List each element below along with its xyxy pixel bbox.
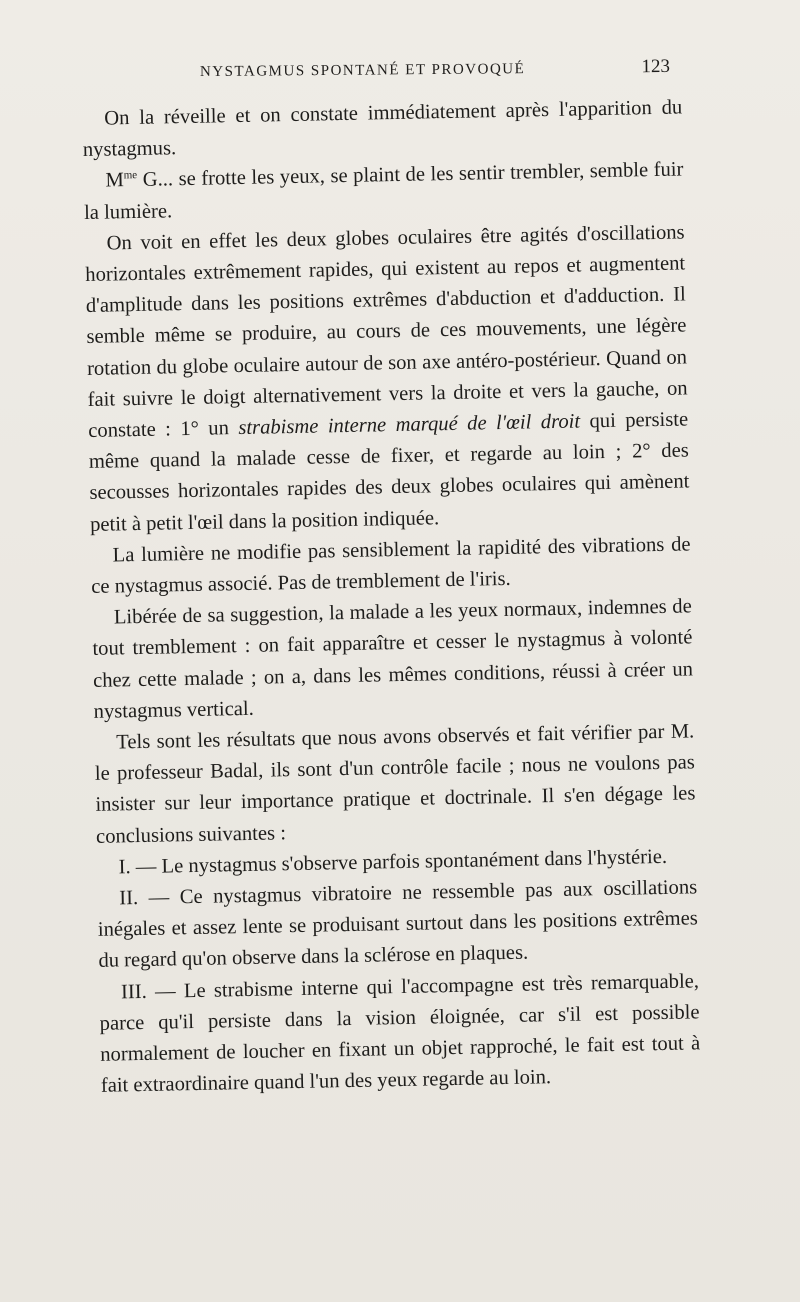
conclusion-2: II. — Ce nystagmus vibratoire ne ressemble pas aux oscillations inégales et assez lente se produisant surtout dans les positions extrêmes du regard qu'on observe dans la sclérose en plaques. — [97, 876, 698, 973]
paragraph-6: Tels sont les résultats que nous avons observés et fait vérifier par M. le professeur Badal, ils sont d'un contrôle facile ; nous ne voulons pas insister sur leur importance pratique et doctrinale. Il s'en dégage les conclusions suivantes : — [94, 720, 696, 848]
paragraph-3-text-b: qui persiste même quand la malade cesse de fixer, et regarde au loin ; 2° des secousses horizontales rapides des deux globes oculaires qui amènent petit à petit l'œil dans la position indiquée. — [88, 408, 690, 536]
conclusion-1: I. — Le nystagmus s'observe parfois spontanément dans l'hystérie. — [118, 845, 668, 879]
running-title: NYSTAGMUS SPONTANÉ ET PROVOQUÉ — [199, 61, 526, 81]
conclusion-3: III. — Le strabisme interne qui l'accompagne est très remarquable, parce qu'il persiste dans la vision éloignée, car s'il est possible normalement de loucher en fixant un objet rapproché, le fait est tout à fait extraordinaire quand l'un des yeux regarde au loin. — [99, 970, 701, 1098]
body-text — [82, 92, 701, 1102]
page-header — [200, 56, 670, 90]
page-number: 123 — [641, 55, 671, 78]
paragraph-2 — [83, 155, 684, 229]
paragraph-3 — [84, 217, 690, 540]
italic-emphasis: strabisme interne marqué de l'œil droit — [238, 410, 581, 440]
paragraph-4: La lumière ne modifie pas sensiblement la rapidité des vibrations de ce nystagmus associé. Pas de tremblement de l'iris. — [91, 533, 691, 598]
title-abbrev: M — [105, 169, 125, 192]
paragraph-5: Libérée de sa suggestion, la malade a les yeux normaux, indemnes de tout tremblement : on fait apparaître et cesser le nystagmus à volonté chez cette malade ; on a, dans les mêmes conditions, réussi à créer un nystagmus vertical. — [92, 595, 694, 723]
paragraph-3-text-a: On voit en effet les deux globes oculaires être agités d'oscillations horizontales extrêmement rapides, qui existent au repos et augmentent d'amplitude dans les positions extrêmes d'abduction et d'adduction. Il semble même se produire, au cours de ces mouvements, une légère rotation du globe oculaire autour de son axe antéro-postérieur. Quand on fait suivre le doigt alternativement vers la droite et vers la gauche, on constate : 1° un — [85, 221, 688, 442]
paragraph-1: On la réveille et on constate immédiatement après l'apparition du nystagmus. — [82, 96, 683, 162]
paragraph-2-text: G... se frotte les yeux, se plaint de les sentir trembler, semble fuir la lumière. — [83, 158, 684, 224]
title-superscript: me — [123, 169, 138, 182]
